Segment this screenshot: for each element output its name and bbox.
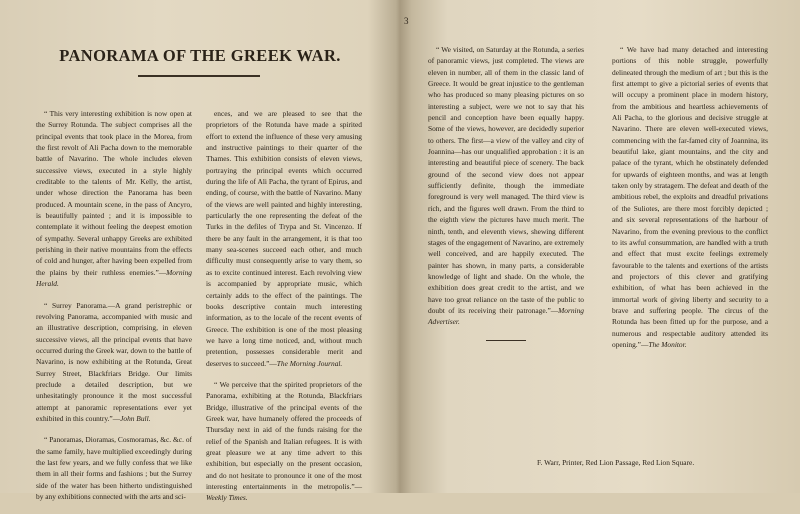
review-source: The Morning Journal. [276, 358, 343, 368]
review-source: Morning Herald. [36, 267, 192, 289]
review-paragraph [206, 379, 362, 504]
review-source: John Bull. [120, 413, 151, 423]
review-text: ences, and we are pleased to see that the proprietors of the Rotunda have made a spirited effort to extend the influence of these very amusing and instructive paintings to their quarter of the Thames. This exhibition consists of eleven views, portraying the principal events which occurred during the life of Ali Pacha, the tyrant of Epirus, and ending, of course, with the battle of Navarino. Many of the views are well painted and highly interesting, particularly the one representing the defeat of the Turks in the defiles of Trypa and St. Vincenzo. If there be any fault in the arrangement, it is that too many sea-scenes succeed each other, and much difficulty must consequently arise to vary them, so as to excite continued interest. Each revolving view is accompanied by appropriate music, which certainly adds to the effect of the paintings. The books descriptive contain much interesting information, as to the locale of the recent events of Greece. The exhibition is one of the most pleasing we have a long time noticed, and, without much pretention, possesses considerable merit and deserves to succeed.”— [206, 109, 362, 368]
column-2 [206, 108, 362, 514]
review-text: “ Surrey Panorama.—A grand peristrephic or revolving Panorama, accompanied with music and an illustrative description, comprising, in eleven successive views, all the principal events that have occurred during the Greek war, down to the battle of Navarino, is now exhibiting at the Rotunda, Great Surrey Street, Blackfriars Bridge. Our limits preclude a detailed description, but we unhesitatingly pronounce it the most successful attempt at panoramic representations ever yet exhibited in this country.”— [36, 300, 192, 423]
review-paragraph [612, 44, 768, 350]
review-paragraph [36, 108, 192, 290]
review-text: “ We visited, on Saturday at the Rotunda, a series of panoramic views, just completed. The views are eleven in number, all of them in the classic land of Greece. It would be great injustice to the gentleman who has produced so many pleasing pictures on so interesting a subject, were we not to say that his pencil and conception have been equally happy. Some of the views, however, are decidedly superior to others. The first—a view of the valley and city of Joannina—has our unqualified approbation : it is an interesting and beautiful piece of scenery. The back ground of the second view does not appear sufficiently definite, though the immediate foreground is very well managed. The third view is rich, and the figures well drawn. From the third to the eighth view the pictures have much merit. The ninth, tenth, and eleventh views, shewing different stages of the engagement of Navarino, are extremely well conceived, and are happily executed. The painter has shown, in many parts, a considerable knowledge of light and shade. On the whole, the exhibition does great credit to the artist, and we have too great reliance on the taste of the public to doubt of its receiving their patronage.”— [428, 45, 584, 315]
printer-imprint: F. Warr, Printer, Red Lion Passage, Red Lion Square. [537, 458, 695, 467]
column-3 [428, 44, 584, 341]
review-source: Weekly Times. [206, 493, 248, 503]
review-text: “ This very interesting exhibition is now open at the Surrey Rotunda. The subject comprises all the principal events that took place in the Morea, from the first revolt of Ali Pacha down to the memorable battle of Navarino. The whole includes eleven successive views, executed in a style highly creditable to the talents of Mr. Kelly, the artist, under whose direction the Panorama has been produced. A mountain scene, in the pass of Ancyro, is beautifully painted ; and it is impossible to contemplate it without feeling the deepest emotion of sympathy. Several unhappy Greeks are exhibited perishing in their native mountains from the effects of cold and hunger, after having been expelled from the plains by their ruthless enemies.”— [36, 109, 192, 277]
column-1 [36, 108, 192, 512]
review-text: “ We have had many detached and interesting portions of this noble struggle, powerfully delineated through the medium of art ; but this is the first attempt to give a pictorial series of events that will occupy a prominent place in modern history, from the ambitious and heartless achievements of Ali Pacha, to the glorious and decisive struggle at Navarino. There are eleven well-executed views, commencing with the far-famed city of Joannina, its beautiful lake, giant mountains, and the city and palace of the tyrant, which he obstinately defended for upwards of eighteen months, and was at length taken only by stratagem. The defeat and death of the ambitious rebel, the exploits and dreadful privations of the Suliotes, are there most forcibly depicted ; and six several representations of the harbour of Navarino, from the evening previous to the conflict to its awful consummation, are handled with a truth and effect that must excite feelings extremely favourable to the talents and exertions of the artists and projectors of this clever and gratifying exhibition, of what has been achieved in the immortal work of giving liberty and security to a brave and suffering people. The circus of the Rotunda has been fitted up for the purpose, and a numerous and respectable auditory attended its opening.”— [612, 45, 768, 349]
review-paragraph [428, 44, 584, 328]
column-4 [612, 44, 768, 360]
title-rule [138, 75, 260, 77]
page-title: PANORAMA OF THE GREEK WAR. [59, 46, 341, 65]
review-paragraph [36, 434, 192, 502]
review-source: Morning Advertiser. [428, 305, 584, 327]
review-text: “ We perceive that the spirited proprietors of the Panorama, exhibiting at the Rotunda, Blackfriars Bridge, illustrative of the principal events of the Greek war, have humanely offered the proceeds of Thursday next in aid of the funds raising for the relief of the Spanish and Italian refugees. It is with great pleasure we at any time advert to this exhibition, but especially on the present occasion, and do not hesitate to pronounce it one of the most interesting entertainments in the metropolis.”— [206, 379, 362, 491]
review-paragraph [206, 108, 362, 369]
review-source: The Monitor. [648, 339, 687, 349]
review-text: “ Panoramas, Dioramas, Cosmoramas, &c. &c. of the same family, have multiplied exceedingly during the last few years, and we fully confess that we like them in all their forms and fashions ; but the Surrey side of the water has been hitherto undistinguished by any exhibitions connected with the arts and sci- [36, 435, 192, 501]
review-paragraph [36, 300, 192, 425]
left-page [0, 0, 400, 503]
end-rule [486, 340, 526, 341]
right-page [400, 0, 800, 493]
page-number: 3 [404, 16, 409, 26]
